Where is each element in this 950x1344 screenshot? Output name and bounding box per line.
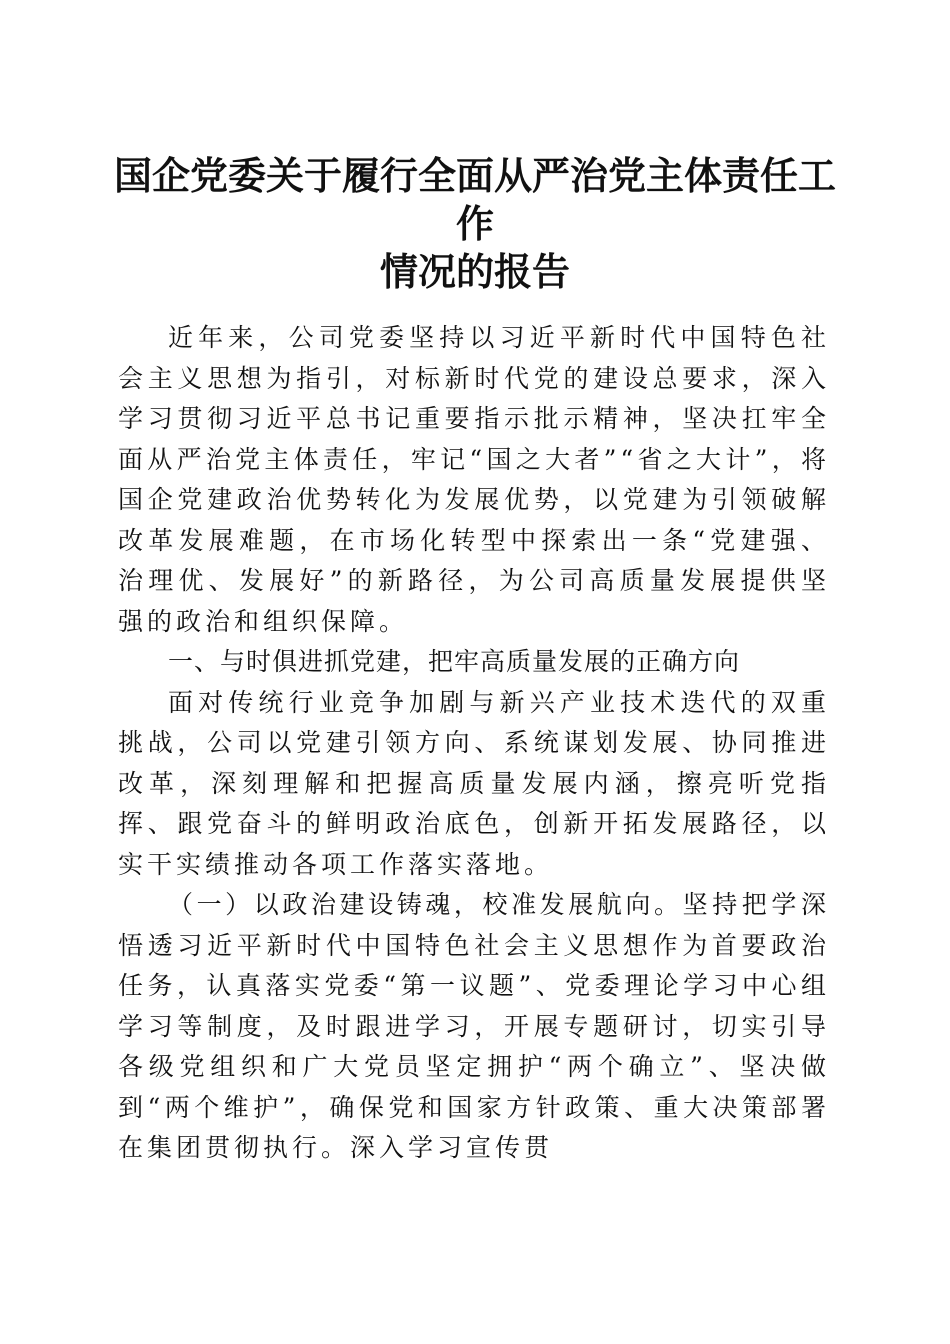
subsection-1-paragraph — [118, 885, 830, 1169]
section-1-heading: 一、与时俱进抓党建，把牢高质量发展的正确方向 — [168, 647, 741, 676]
title-line-1: 国企党委关于履行全面从严治党主体责任工作 — [113, 153, 836, 246]
subsection-1-body: 坚持把学深悟透习近平新时代中国特色社会主义思想作为首要政治任务，认真落实党委“第一议题”、党委理论学习中心组学习等制度，及时跟进学习，开展专题研讨，切实引导各级党组织和广大党员坚定拥护“两个确立”、坚决做到“两个维护”，确保党和国家方针政策、重大决策部署在集团贯彻执行。深入学习宣传贯 — [118, 890, 830, 1162]
intro-paragraph: 近年来，公司党委坚持以习近平新时代中国特色社会主义思想为指引，对标新时代党的建设总要求，深入学习贯彻习近平总书记重要指示批示精神，坚决扛牢全面从严治党主体责任，牢记“国之大者”“省之大计”，将国企党建政治优势转化为发展优势，以党建为引领破解改革发展难题，在市场化转型中探索出一条“党建强、治理优、发展好”的新路径，为公司高质量发展提供坚强的政治和组织保障。 — [118, 323, 830, 636]
section-1-intro-paragraph: 面对传统行业竞争加剧与新兴产业技术迭代的双重挑战，公司以党建引领方向、系统谋划发展、协同推进改革，深刻理解和把握高质量发展内涵，擦亮听党指挥、跟党奋斗的鲜明政治底色，创新开拓发展路径，以实干实绩推动各项工作落实落地。 — [118, 687, 830, 879]
document-title — [100, 152, 850, 296]
title-line-2: 情况的报告 — [379, 249, 570, 294]
document-body — [118, 318, 830, 1169]
subsection-1-lead: （一）以政治建设铸魂，校准发展航向。 — [168, 890, 683, 919]
